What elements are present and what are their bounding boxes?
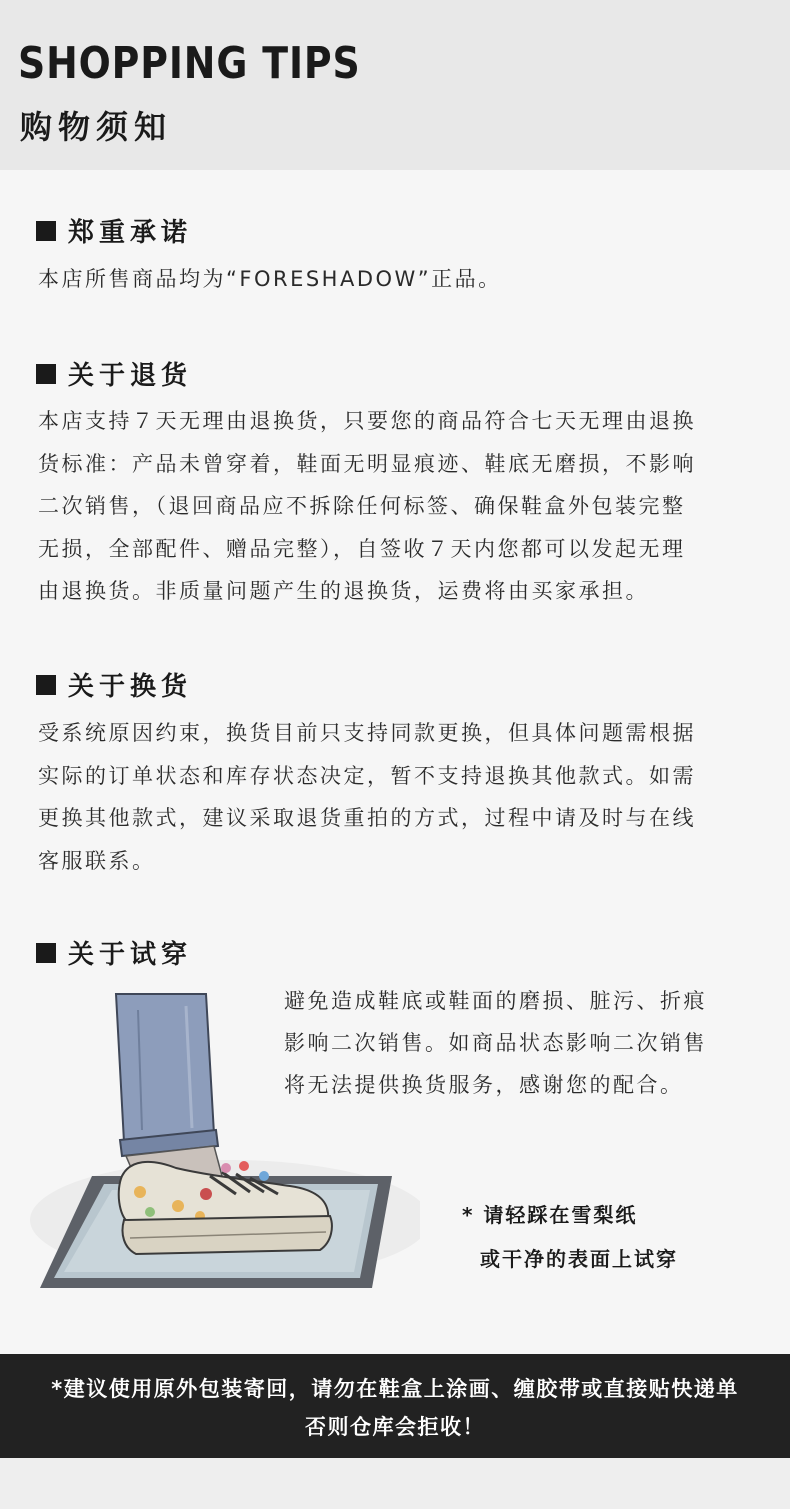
text-line: 客服联系。 <box>38 848 156 873</box>
text-line: 避免造成鞋底或鞋面的磨损、脏污、折痕 <box>284 989 707 1013</box>
section-body-exchange <box>38 712 738 882</box>
text-line: 由退换货。非质量问题产生的退换货，运费将由买家承担。 <box>38 579 649 603</box>
square-bullet-icon <box>36 221 56 241</box>
square-bullet-icon <box>36 364 56 384</box>
charm-icon <box>239 1161 249 1171</box>
section-body-returns <box>38 400 738 613</box>
jeans-leg <box>116 994 214 1142</box>
text-line: 实际的订单状态和库存状态决定，暂不支持退换其他款式。如需 <box>38 763 696 788</box>
section-title-text: 关于试穿 <box>68 940 193 970</box>
square-bullet-icon <box>36 943 56 963</box>
footer-line: *建议使用原外包装寄回，请勿在鞋盒上涂画、缠胶带或直接贴快递单 <box>51 1377 739 1401</box>
note-line: 或干净的表面上试穿 <box>480 1247 678 1271</box>
try-on-note <box>462 1193 678 1281</box>
try-on-illustration <box>0 980 420 1310</box>
footer-banner <box>0 1354 790 1458</box>
text-line: 本店所售商品均为“FORESHADOW”正品。 <box>38 267 502 291</box>
charm-icon <box>134 1186 146 1198</box>
text-line: 受系统原因约束，换货目前只支持同款更换，但具体问题需根据 <box>38 721 696 745</box>
charm-icon <box>259 1171 269 1181</box>
bottom-strip <box>0 1458 790 1509</box>
section-title-returns <box>36 355 192 392</box>
text-line: 更换其他款式，建议采取退货重拍的方式，过程中请及时与在线 <box>38 806 696 830</box>
section-title-text: 郑重承诺 <box>68 218 193 248</box>
footer-line: 否则仓库会拒收！ <box>305 1415 485 1439</box>
section-body-promise <box>38 258 738 301</box>
charm-icon <box>221 1163 231 1173</box>
section-title-promise <box>36 212 192 249</box>
section-title-text: 关于换货 <box>68 672 193 702</box>
charm-icon <box>172 1200 184 1212</box>
text-line: 二次销售，（退回商品应不拆除任何标签、确保鞋盒外包装完整 <box>38 494 686 518</box>
text-line: 货标准：产品未曾穿着，鞋面无明显痕迹、鞋底无磨损，不影响 <box>38 451 696 476</box>
charm-icon <box>145 1207 155 1217</box>
square-bullet-icon <box>36 675 56 695</box>
header-title-en: SHOPPING TIPS <box>18 38 361 89</box>
text-line: 将无法提供换货服务，感谢您的配合。 <box>284 1073 684 1097</box>
header-title-cn: 购物须知 <box>20 108 173 146</box>
text-line: 本店支持７天无理由退换货，只要您的商品符合七天无理由退换 <box>38 409 696 433</box>
section-title-try-on <box>36 934 192 971</box>
section-title-text: 关于退货 <box>68 361 193 391</box>
charm-icon <box>200 1188 212 1200</box>
section-title-exchange <box>36 666 192 703</box>
text-line: 影响二次销售。如商品状态影响二次销售 <box>284 1031 707 1055</box>
text-line: 无损，全部配件、赠品完整），自签收７天内您都可以发起无理 <box>38 536 686 561</box>
page-header <box>0 0 790 170</box>
note-line: * 请轻踩在雪梨纸 <box>462 1203 638 1227</box>
